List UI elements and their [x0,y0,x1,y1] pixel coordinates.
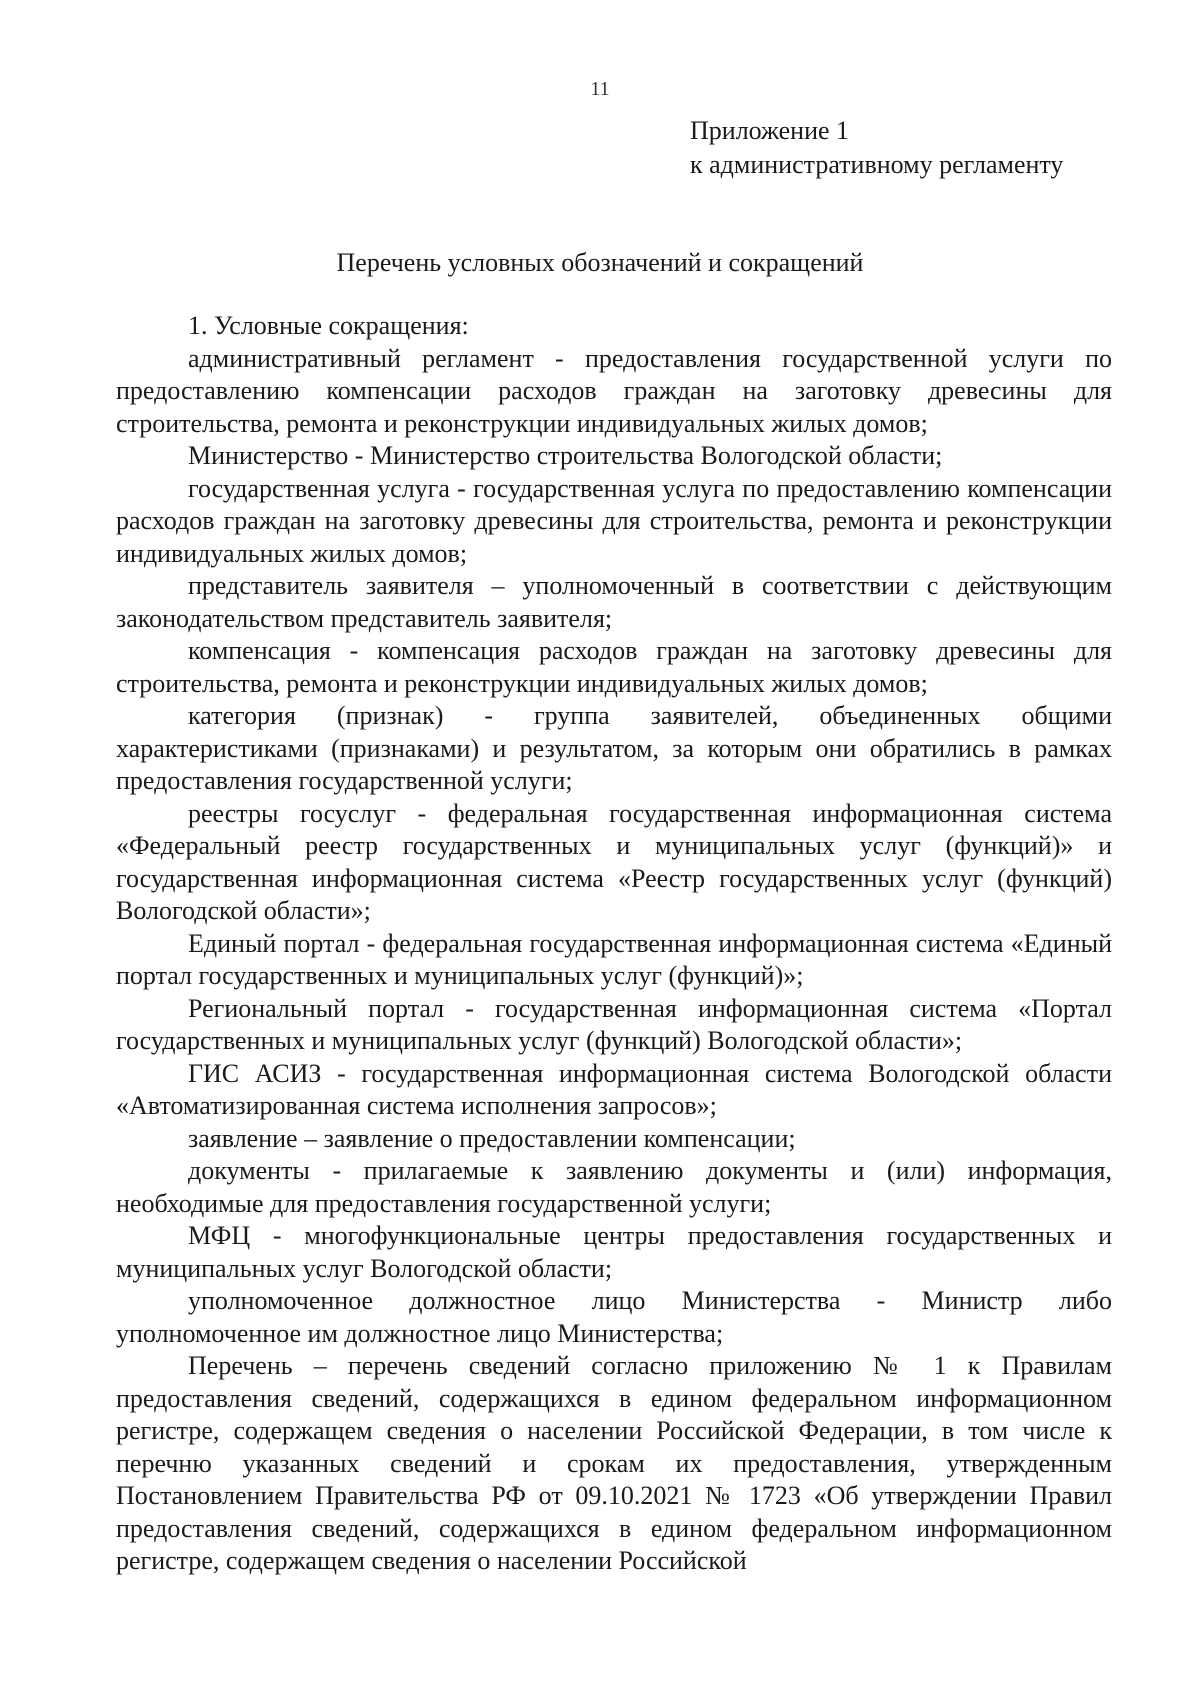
paragraph-definition: документы - прилагаемые к заявлению документы и (или) информация, необходимые для предоставления государственной услуги; [116,1156,1112,1218]
page-number: 11 [590,78,610,100]
paragraph-definition: Региональный портал - государственная информационная система «Портал государственных и муниципальных услуг (функций) Вологодской области»; [116,993,1112,1055]
paragraph-definition: административный регламент - предоставления государственной услуги по предоставлению компенсации расходов граждан на заготовку древесины для строительства, ремонта и реконструкции индивидуальных жилых домов; [116,343,1112,438]
paragraph-definition: МФЦ - многофункциональные центры предоставления государственных и муниципальных услуг Вологодской области; [116,1221,1112,1283]
paragraph-definition: Перечень – перечень сведений согласно приложению № 1 к Правилам предоставления сведений, содержащихся в едином федеральном информационном регистре, содержащем сведения о населении Российской Федерации, в том числе к перечню указанных сведений и срокам их предоставления, утвержденным Постановлением Правительства РФ от 09.10.2021 № 1723 «Об утверждении Правил предоставления сведений, содержащихся в едином федеральном информационном регистре, содержащем сведения о населении Российской [116,1351,1112,1575]
paragraph-definition: заявление – заявление о предоставлении компенсации; [188,1123,796,1153]
paragraph-definition: государственная услуга - государственная услуга по предоставлению компенсации расходов граждан на заготовку древесины для строительства, ремонта и реконструкции индивидуальных жилых домов; [116,473,1112,568]
appendix-header [690,114,1063,182]
appendix-line-2: к административному регламенту [690,150,1064,179]
paragraph-definition: уполномоченное должностное лицо Министерства - Министр либо уполномоченное им должностное лицо Министерства; [116,1286,1112,1348]
paragraph-definition: категория (признак) - группа заявителей, объединенных общими характеристиками (признаками) и результатом, за которым они обратились в рамках предоставления государственной услуги; [116,701,1112,795]
paragraph-definition: Единый портал - федеральная государственная информационная система «Единый портал государственных и муниципальных услуг (функций)»; [116,928,1112,990]
paragraph-definition: реестры госуслуг - федеральная государственная информационная система «Федеральный реестр государственных и муниципальных услуг (функций)» и государственная информационная система «Реестр государственных услуг (функций) Вологодской области»; [116,798,1112,925]
appendix-line-1: Приложение 1 [690,116,850,145]
document-title: Перечень условных обозначений и сокращений [336,248,864,277]
paragraph-section-heading: 1. Условные сокращения: [188,311,469,340]
document-body [116,310,1112,1578]
paragraph-definition: компенсация - компенсация расходов граждан на заготовку древесины для строительства, ремонта и реконструкции индивидуальных жилых домов; [116,636,1112,698]
paragraph-definition: представитель заявителя – уполномоченный в соответствии с действующим законодательством представитель заявителя; [116,571,1112,633]
paragraph-definition: Министерство - Министерство строительства Вологодской области; [188,441,943,470]
paragraph-definition: ГИС АСИЗ - государственная информационная система Вологодской области «Автоматизированная система исполнения запросов»; [116,1058,1112,1120]
